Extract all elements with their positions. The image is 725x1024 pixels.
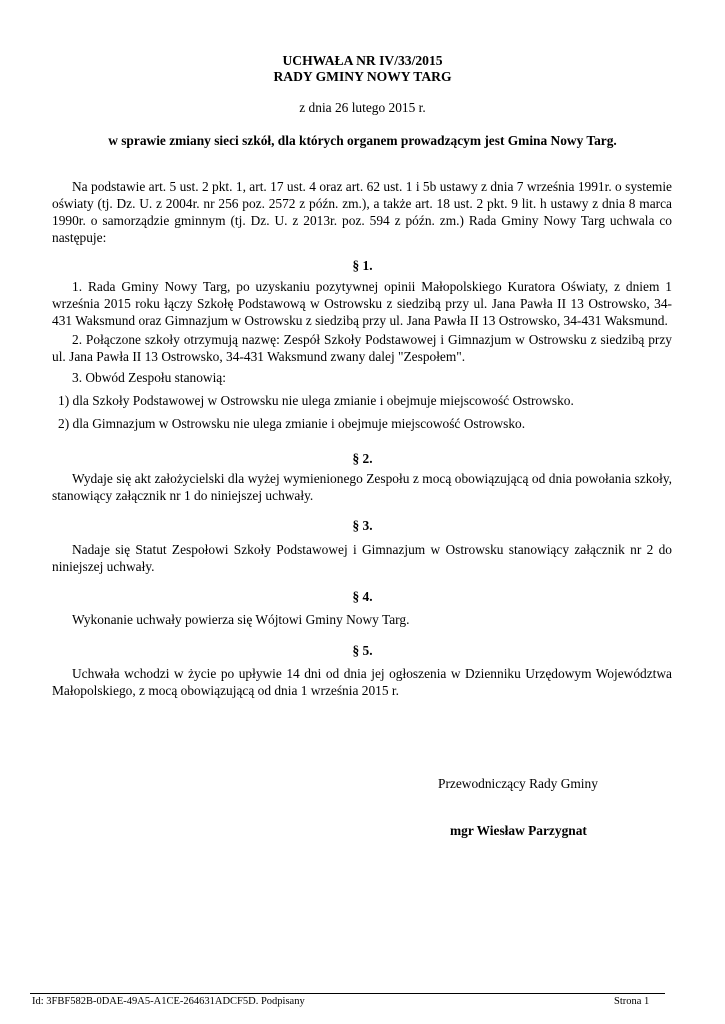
- section-4-heading: § 4.: [352, 589, 373, 604]
- footer-document-id: Id: 3FBF582B-0DAE-49A5-A1CE-264631ADCF5D. Podpisany: [32, 996, 305, 1007]
- section-3-heading: § 3.: [352, 518, 373, 533]
- section-1-heading: § 1.: [352, 258, 373, 273]
- section-5-text: Uchwała wchodzi w życie po upływie 14 dni od dnia jej ogłoszenia w Dzienniku Urzędowym Województwa Małopolskiego, z mocą obowiązującą od dnia 1 września 2015 r.: [52, 666, 672, 698]
- section-4-text: Wykonanie uchwały powierza się Wójtowi Gminy Nowy Targ.: [72, 612, 410, 627]
- resolution-subject: w sprawie zmiany sieci szkół, dla których organem prowadzącym jest Gmina Nowy Targ.: [108, 133, 617, 148]
- section-3-text: Nadaje się Statut Zespołowi Szkoły Podstawowej i Gimnazjum w Ostrowsku stanowiący załącznik nr 2 do niniejszej uchwały.: [52, 542, 672, 574]
- section-1-item-2: 2) dla Gimnazjum w Ostrowsku nie ulega zmianie i obejmuje miejscowość Ostrowsko.: [58, 416, 526, 431]
- signature-role: Przewodniczący Rady Gminy: [438, 776, 598, 791]
- section-5-heading: § 5.: [352, 643, 373, 658]
- section-2-heading: § 2.: [352, 451, 373, 466]
- section-2-text: Wydaje się akt założycielski dla wyżej wymienionego Zespołu z mocą obowiązującą od dnia powołania szkoły, stanowiący załącznik nr 1 do niniejszej uchwały.: [52, 471, 672, 503]
- section-1-paragraph-2: 2. Połączone szkoły otrzymują nazwę: Zespół Szkoły Podstawowej i Gimnazjum w Ostrowsku z siedzibą przy ul. Jana Pawła II 13 Ostrowsko, 34-431 Waksmund zwany dalej "Zespołem".: [52, 332, 672, 364]
- preamble: Na podstawie art. 5 ust. 2 pkt. 1, art. 17 ust. 4 oraz art. 62 ust. 1 i 5b ustawy z dnia 7 września 1991r. o systemie oświaty (tj. Dz. U. z 2004r. nr 256 poz. 2572 z późn. zm.), a także art. 18 ust. 2 pkt. 9 lit. h ustawy z dnia 8 marca 1990r. o samorządzie gminnym (tj. Dz. U. z 2013r. poz. 594 z późn. zm.) Rada Gminy Nowy Targ uchwala co następuje:: [52, 179, 672, 245]
- section-1-paragraph-3: 3. Obwód Zespołu stanowią:: [72, 370, 226, 385]
- resolution-date: z dnia 26 lutego 2015 r.: [299, 100, 426, 115]
- signature-name: mgr Wiesław Parzygnat: [450, 823, 587, 838]
- section-1-paragraph-1: 1. Rada Gminy Nowy Targ, po uzyskaniu pozytywnej opinii Małopolskiego Kuratora Oświaty, z dniem 1 września 2015 roku łączy Szkołę Podstawową w Ostrowsku z siedzibą przy ul. Jana Pawła II 13 Ostrowsko, 34-431 Waksmund oraz Gimnazjum w Ostrowsku z siedzibą przy ul. Jana Pawła II 13 Ostrowsko, 34-431 Waksmund.: [52, 279, 672, 328]
- footer-page-number: Strona 1: [614, 996, 650, 1007]
- council-name: RADY GMINY NOWY TARG: [273, 69, 452, 84]
- footer-divider: [30, 993, 665, 994]
- resolution-number: UCHWAŁA NR IV/33/2015: [282, 53, 443, 68]
- section-1-item-1: 1) dla Szkoły Podstawowej w Ostrowsku nie ulega zmianie i obejmuje miejscowość Ostrowsko.: [58, 393, 574, 408]
